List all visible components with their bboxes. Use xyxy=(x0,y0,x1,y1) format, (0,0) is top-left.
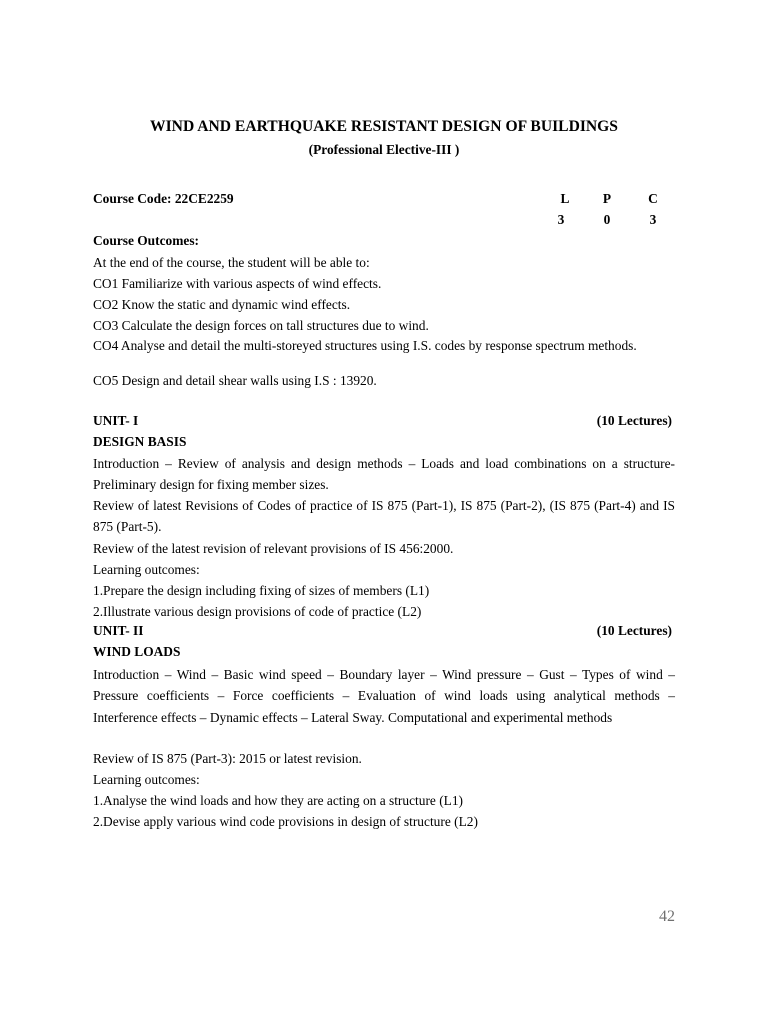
unit-2-lectures: (10 Lectures) xyxy=(596,623,672,638)
unit-1-heading: DESIGN BASIS xyxy=(93,434,187,449)
unit-1-paragraph: Review of the latest revision of relevant provisions of IS 456:2000. xyxy=(93,541,454,556)
unit-1-paragraph: Review of latest Revisions of Codes of practice of IS 875 (Part-1), IS 875 (Part-2), (IS 875 (Part-4) and IS 875 (Part-5). xyxy=(93,498,675,535)
course-code: Course Code: 22CE2259 xyxy=(93,191,234,206)
outcome-item: CO5 Design and detail shear walls using I.S : 13920. xyxy=(93,373,377,388)
page-number: 42 xyxy=(659,908,675,925)
unit-2-paragraph: Learning outcomes: xyxy=(93,772,200,787)
outcomes-heading: Course Outcomes: xyxy=(93,233,199,248)
unit-2-paragraph: 1.Analyse the wind loads and how they are acting on a structure (L1) xyxy=(93,793,463,808)
unit-2-label: UNIT- II xyxy=(93,623,144,638)
outcomes-intro: At the end of the course, the student will be able to: xyxy=(93,255,370,270)
unit-2-paragraph: Review of IS 875 (Part-3): 2015 or latest revision. xyxy=(93,751,362,766)
unit-1-label: UNIT- I xyxy=(93,413,139,428)
document-subtitle: (Professional Elective-III ) xyxy=(308,142,460,157)
unit-1-lectures: (10 Lectures) xyxy=(596,413,672,428)
ltpc-label-c: C xyxy=(648,191,658,206)
ltpc-value-c: 3 xyxy=(649,212,657,227)
unit-2-heading: WIND LOADS xyxy=(93,644,181,659)
unit-1-paragraph: Introduction – Review of analysis and design methods – Loads and load combinations on a structure- Preliminary design for fixing member sizes. xyxy=(93,456,675,493)
document-title: WIND AND EARTHQUAKE RESISTANT DESIGN OF BUILDINGS xyxy=(150,118,618,135)
ltpc-value-p: 0 xyxy=(603,212,611,227)
unit-1-paragraph: Learning outcomes: xyxy=(93,562,200,577)
outcome-item: CO2 Know the static and dynamic wind effects. xyxy=(93,297,351,312)
ltpc-label-p: P xyxy=(602,191,612,206)
outcome-item: CO1 Familiarize with various aspects of wind effects. xyxy=(93,276,382,291)
ltpc-label-l: L xyxy=(560,191,570,206)
ltpc-value-l: 3 xyxy=(557,212,565,227)
unit-2-paragraph: 2.Devise apply various wind code provisions in design of structure (L2) xyxy=(93,814,478,829)
outcome-item: CO4 Analyse and detail the multi-storeyed structures using I.S. codes by response spectrum methods. xyxy=(93,338,637,353)
unit-1-paragraph: 1.Prepare the design including fixing of sizes of members (L1) xyxy=(93,583,430,598)
unit-2-paragraph: Introduction – Wind – Basic wind speed – Boundary layer – Wind pressure – Gust – Types of wind – Pressure coefficients – Force coefficients – Evaluation of wind loads using analytical methods – Interference effects – Dynamic effects – Lateral Sway. Computational and experimental methods xyxy=(93,667,675,725)
outcome-item: CO3 Calculate the design forces on tall structures due to wind. xyxy=(93,318,429,333)
unit-1-paragraph: 2.Illustrate various design provisions of code of practice (L2) xyxy=(93,604,422,619)
